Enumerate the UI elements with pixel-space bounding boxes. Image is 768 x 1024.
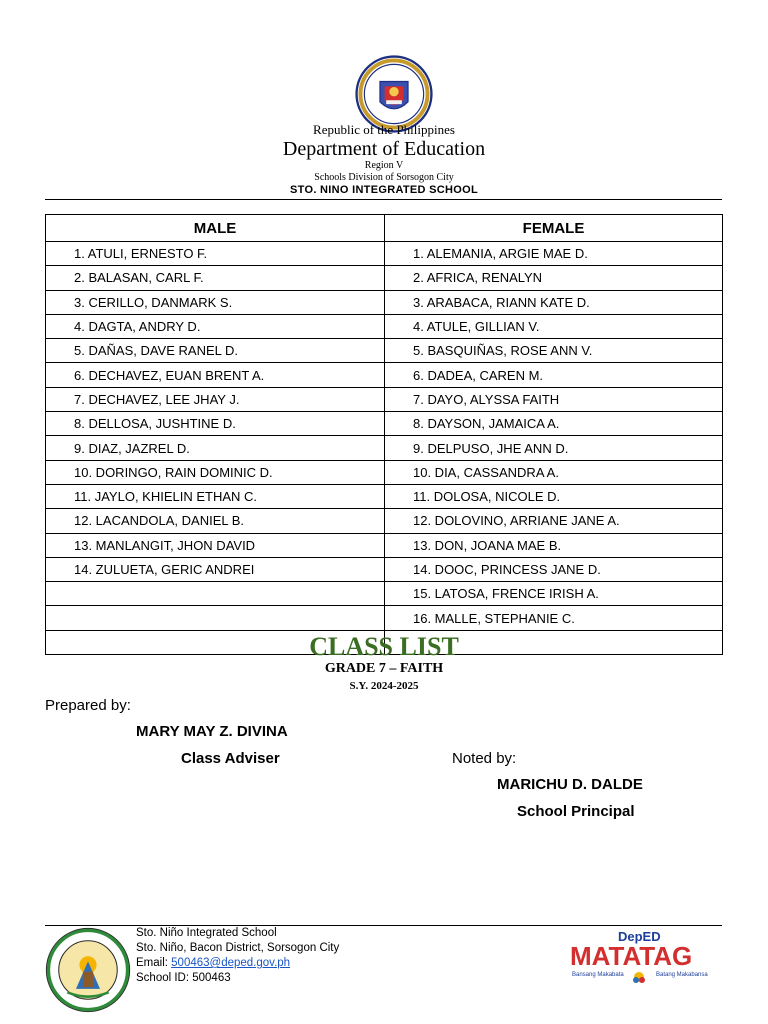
school-seal-icon xyxy=(45,927,131,1013)
table-row xyxy=(46,266,723,290)
table-row xyxy=(46,339,723,363)
table-row xyxy=(46,509,723,533)
female-student: 9. DELPUSO, JHE ANN D. xyxy=(385,436,723,460)
female-student: 6. DADEA, CAREN M. xyxy=(385,363,723,387)
male-student xyxy=(46,582,385,606)
male-student: 8. DELLOSA, JUSHTINE D. xyxy=(46,412,385,436)
footer-address: Sto. Niño, Bacon District, Sorsogon City xyxy=(136,942,340,954)
grade-section: GRADE 7 – FAITH xyxy=(324,661,444,676)
male-student: 11. JAYLO, KHIELIN ETHAN C. xyxy=(46,484,385,508)
male-student: 2. BALASAN, CARL F. xyxy=(46,266,385,290)
table-row xyxy=(46,606,723,630)
footer-school-id: School ID: 500463 xyxy=(136,972,231,984)
table-row xyxy=(46,533,723,557)
adviser-name: MARY MAY Z. DIVINA xyxy=(136,723,288,740)
table-header-row xyxy=(46,215,723,242)
male-student: 9. DIAZ, JAZREL D. xyxy=(46,436,385,460)
female-student: 4. ATULE, GILLIAN V. xyxy=(385,314,723,338)
female-student: 8. DAYSON, JAMAICA A. xyxy=(385,412,723,436)
matatag-logo-icon xyxy=(566,925,716,987)
header-department: Department of Education xyxy=(282,138,486,160)
female-student: 15. LATOSA, FRENCE IRISH A. xyxy=(385,582,723,606)
male-student: 10. DORINGO, RAIN DOMINIC D. xyxy=(46,460,385,484)
school-year: S.Y. 2024-2025 xyxy=(349,680,419,692)
male-student: 3. CERILLO, DANMARK S. xyxy=(46,290,385,314)
class-list-table xyxy=(45,214,723,655)
female-student: 7. DAYO, ALYSSA FAITH xyxy=(385,387,723,411)
class-list-title: CLASS LIST xyxy=(309,632,459,661)
table-row xyxy=(46,242,723,266)
brand-tagline-left: Bansang Makabata xyxy=(572,972,624,978)
principal-name: MARICHU D. DALDE xyxy=(497,776,643,793)
table-row xyxy=(46,314,723,338)
male-student: 7. DECHAVEZ, LEE JHAY J. xyxy=(46,387,385,411)
female-student: 1. ALEMANIA, ARGIE MAE D. xyxy=(385,242,723,266)
female-student: 5. BASQUIÑAS, ROSE ANN V. xyxy=(385,339,723,363)
male-student: 13. MANLANGIT, JHON DAVID xyxy=(46,533,385,557)
female-student: 11. DOLOSA, NICOLE D. xyxy=(385,484,723,508)
table-row xyxy=(46,363,723,387)
male-student: 4. DAGTA, ANDRY D. xyxy=(46,314,385,338)
brand-deped: DepED xyxy=(618,929,661,944)
female-student: 3. ARABACA, RIANN KATE D. xyxy=(385,290,723,314)
table-row xyxy=(46,557,723,581)
noted-by-label: Noted by: xyxy=(452,750,517,767)
header-republic: Republic of the Philippines xyxy=(313,122,455,137)
header-school-name: STO. NINO INTEGRATED SCHOOL xyxy=(290,184,478,196)
male-column-header: MALE xyxy=(46,215,385,242)
male-student xyxy=(46,606,385,630)
male-student: 5. DAÑAS, DAVE RANEL D. xyxy=(46,339,385,363)
table-row xyxy=(46,412,723,436)
header-divider xyxy=(45,199,722,200)
table-row xyxy=(46,387,723,411)
female-student: 13. DON, JOANA MAE B. xyxy=(385,533,723,557)
female-student: 10. DIA, CASSANDRA A. xyxy=(385,460,723,484)
male-student: 6. DECHAVEZ, EUAN BRENT A. xyxy=(46,363,385,387)
male-student: 12. LACANDOLA, DANIEL B. xyxy=(46,509,385,533)
brand-tagline-right: Batang Makabansa xyxy=(656,972,708,978)
brand-matatag: MATATAG xyxy=(570,941,693,971)
principal-role: School Principal xyxy=(517,803,635,820)
header-division: Schools Division of Sorsogon City xyxy=(314,172,454,183)
table-row xyxy=(46,460,723,484)
footer-email-link[interactable]: 500463@deped.gov.ph xyxy=(171,957,291,969)
footer-email-line xyxy=(136,957,290,969)
header-region: Region V xyxy=(364,160,404,171)
prepared-by-label: Prepared by: xyxy=(45,697,131,714)
female-student: 14. DOOC, PRINCESS JANE D. xyxy=(385,557,723,581)
table-row xyxy=(46,582,723,606)
table-row xyxy=(46,484,723,508)
footer-email-label: Email: xyxy=(136,957,172,969)
table-row xyxy=(46,290,723,314)
male-student: 14. ZULUETA, GERIC ANDREI xyxy=(46,557,385,581)
footer-school-name: Sto. Niño Integrated School xyxy=(136,927,277,939)
adviser-role: Class Adviser xyxy=(181,750,280,767)
male-student: 1. ATULI, ERNESTO F. xyxy=(46,242,385,266)
female-student: 16. MALLE, STEPHANIE C. xyxy=(385,606,723,630)
female-student: 2. AFRICA, RENALYN xyxy=(385,266,723,290)
female-student: 12. DOLOVINO, ARRIANE JANE A. xyxy=(385,509,723,533)
table-row xyxy=(46,436,723,460)
female-column-header: FEMALE xyxy=(385,215,723,242)
